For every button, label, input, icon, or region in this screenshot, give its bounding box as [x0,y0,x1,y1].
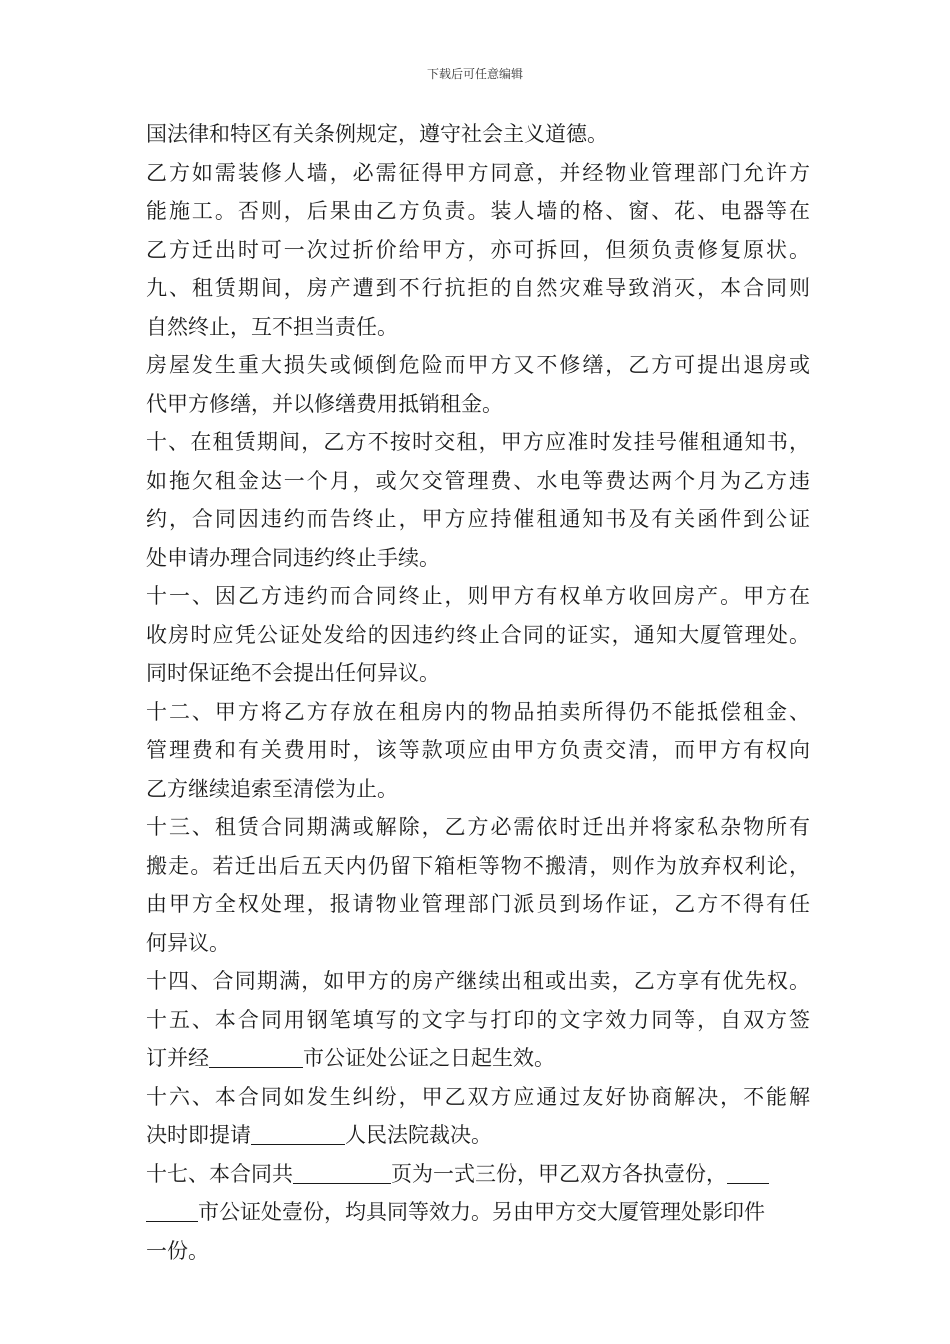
fill-in-blank-notary-city-part1[interactable] [727,1161,769,1184]
text-line: 乙方继续追索至清偿为止。 [146,776,398,801]
text-line: 管理费和有关费用时，该等款项应由甲方负责交清，而甲方有权向 [146,738,810,762]
text-line: 搬走。若迁出后五天内仍留下箱柜等物不搬清，则作为放弃权利论， [146,853,810,878]
text-segment: 人民法院裁决。 [345,1123,492,1147]
text-line: 同时保证绝不会提出任何异议。 [146,661,440,685]
text-line: 九、租赁期间，房产遭到不行抗拒的自然灾难导致消灭，本合同则 [146,276,810,300]
text-line: 十五、本合同用钢笔填写的文字与打印的文字效力同等，自双方签 [146,1007,810,1032]
text-line: 能施工。否则，后果由乙方负责。装人墙的格、窗、花、电器等在 [146,199,810,223]
text-line: 代甲方修缮，并以修缮费用抵销租金。 [146,391,503,416]
text-line: 如拖欠租金达一个月，或欠交管理费、水电等费达两个月为乙方违 [146,468,810,493]
text-line [146,1155,810,1194]
text-segment: 市公证处壹份，均具同等效力。另由甲方交大厦管理处影印件 [198,1200,765,1224]
text-segment: 十七、本合同共 [146,1161,293,1186]
text-segment: 页为一式三份，甲乙双方各执壹份， [391,1161,727,1186]
contract-body [146,115,810,1270]
text-line: 十六、本合同如发生纠纷，甲乙双方应通过友好协商解决，不能解 [146,1084,810,1109]
text-segment: 订并经 [146,1046,209,1070]
text-line: 约，合同因违约而告终止，甲方应持催租通知书及有关函件到公证 [146,507,810,531]
text-line: 一份。 [146,1238,209,1263]
text-line: 十一、因乙方违约而合同终止，则甲方有权单方收回房产。甲方在 [146,584,810,608]
text-line: 处申请办理合同违约终止手续。 [146,545,440,570]
text-line [146,1116,810,1155]
text-line: 十、在租赁期间，乙方不按时交租，甲方应准时发挂号催租通知书， [146,430,810,454]
text-line: 何异议。 [146,930,230,955]
text-line: 乙方如需装修人墙，必需征得甲方同意，并经物业管理部门允许方 [146,160,810,185]
text-line: 十二、甲方将乙方存放在租房内的物品拍卖所得仍不能抵偿租金、 [146,699,810,724]
fill-in-blank-court[interactable] [251,1122,345,1145]
fill-in-blank-notary-city[interactable] [209,1045,303,1068]
text-segment: 市公证处公证之日起生效。 [303,1046,555,1070]
text-line: 收房时应凭公证处发给的因违约终止合同的证实，通知大厦管理处。 [146,622,810,647]
text-line: 十四、合同期满，如甲方的房产继续出租或出卖，乙方享有优先权。 [146,969,810,993]
text-line: 房屋发生重大损失或倾倒危险而甲方又不修缮，乙方可提出退房或 [146,353,810,377]
page-header-note: 下载后可任意编辑 [426,67,523,81]
fill-in-blank-notary-city-part2[interactable] [146,1199,198,1222]
text-segment: 决时即提请 [146,1123,251,1147]
text-line: 乙方迁出时可一次过折价给甲方，亦可拆回，但须负责修复原状。 [146,237,810,262]
text-line [146,1193,810,1232]
text-line [146,1039,810,1078]
text-line: 由甲方全权处理，报请物业管理部门派员到场作证，乙方不得有任 [146,892,810,916]
text-line: 国法律和特区有关条例规定，遵守社会主义道德。 [146,122,608,146]
text-line: 自然终止，互不担当责任。 [146,314,398,339]
fill-in-blank-page-count[interactable] [293,1161,391,1184]
text-line: 十三、租赁合同期满或解除，乙方必需依时迁出并将家私杂物所有 [146,815,810,839]
